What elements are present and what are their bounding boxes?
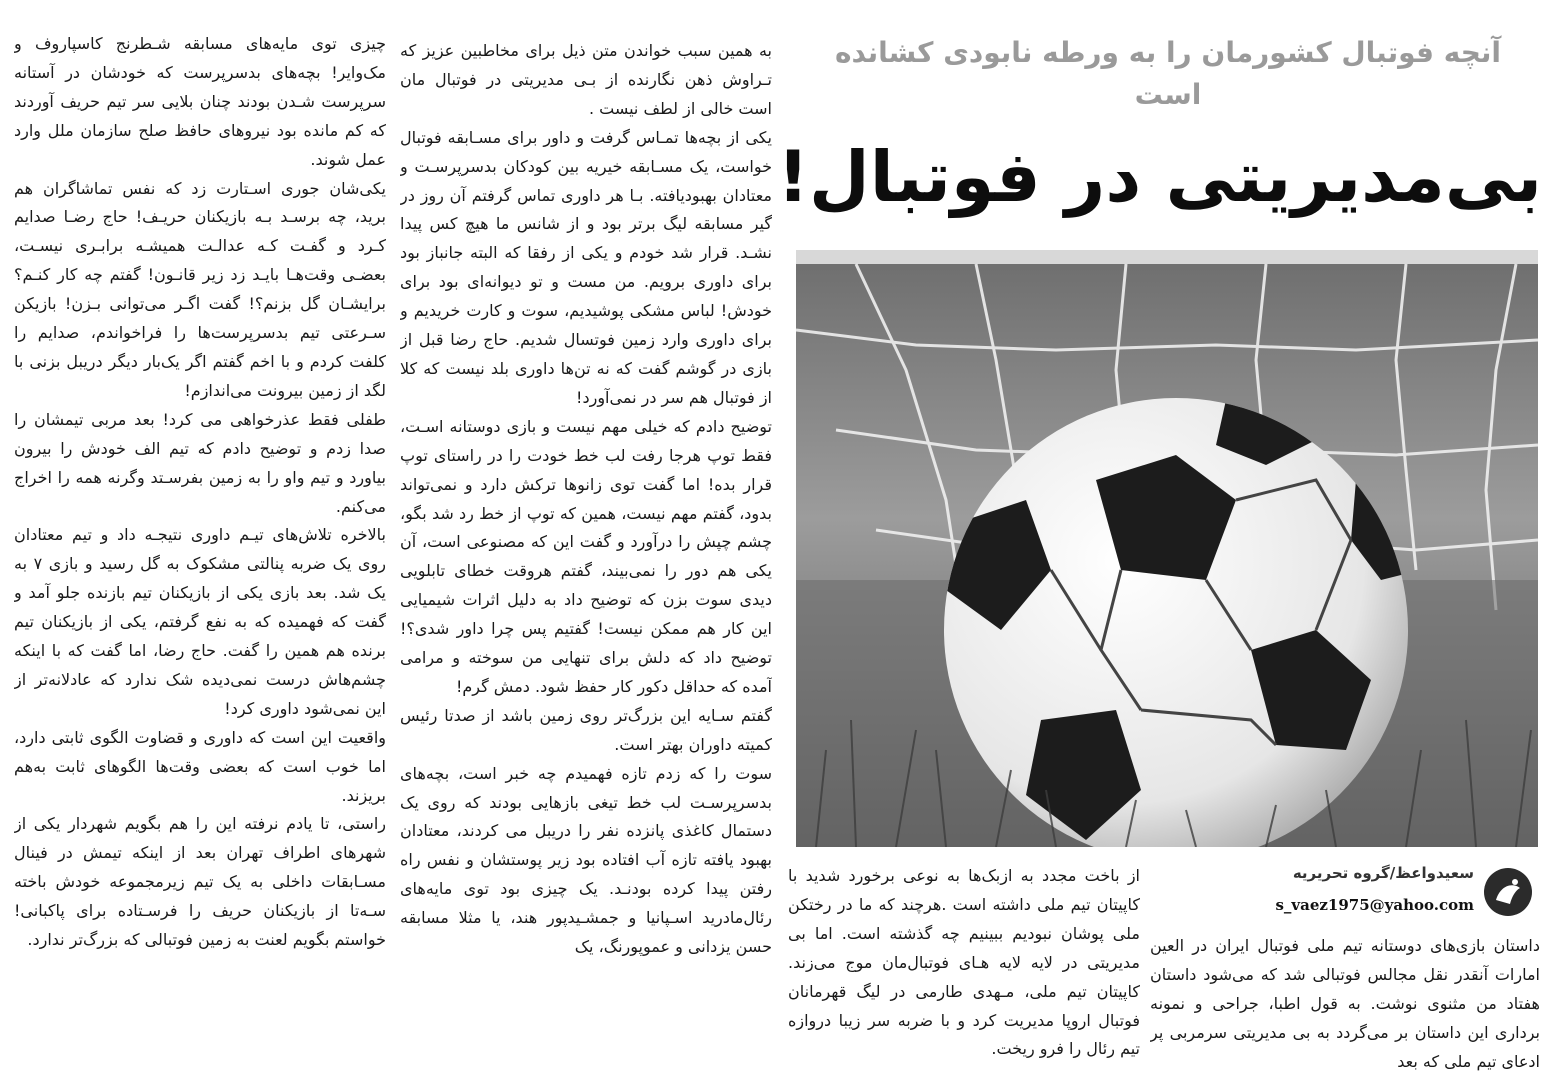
paragraph: داستان بازی‌های دوستانه تیم ملی فوتبال ایران در العین امارات آنقدر نقل مجالس فوتبالی شد که می‌شود داستان هفتاد من مثنوی نوشت. به قول اطبا، جراحی و نمونه برداری این داستان بر می‌گردد به بی مدیریتی سرمربی پر ادعای تیم ملی که بعد [1150, 936, 1540, 1071]
soccer-ball-photo [796, 250, 1538, 847]
author-logo-icon [1482, 866, 1534, 918]
article-column-center-bottom [788, 862, 1140, 1086]
article-column-middle [400, 37, 772, 1085]
article-column-right [1150, 932, 1540, 1084]
paragraph: یکی‌شان جوری اسـتارت زد که نفس تماشاگران هم برید، چه برسـد بـه بازیکنان حریـف! حاج رضـا صدایم کـرد و گفـت کـه عدالـت همیشـه برابـری نیسـت، بعضـی وقت‌هـا بایـد زد زیر قانـون! گفتم چه کار کنـم؟ برایشـان گل بزنم؟! گفت اگـر می‌توانی بـزن! بازیکن سـرعتی تیم بدسرپرست‌ها را فراخواندم، صدایم را کلفت کردم و با اخم گفتم اگر یک‌بار دیگر دریبل بزنی با لگد از زمین بیرونت می‌اندازم! [14, 178, 386, 400]
paragraph: چیزی توی مایه‌های مسابقه شـطرنج کاسپاروف و مک‌وایر! بچه‌های بدسرپرست که خودشان در آستانه سرپرست شـدن بودند چنان بلایی سر تیم حریف آوردند که کم مانده بود نیروهای حافظ صلح سازمان ملل وارد عمل شوند. [14, 34, 386, 169]
article-column-left [14, 30, 386, 1085]
paragraph: سوت را که زدم تازه فهمیدم چه خبر است، بچه‌های بدسرپرسـت لب خط تیغی بازهایی بودند که روی یک دستمال کاغذی پانزده نفر را دریبل می کردند، معتادان بهبود یافته تازه آب افتاده بود زیر پوستشان و نفس راه رفتن پیدا کرده بودنـد. یک چیزی بود توی مایه‌های رئال‌مادرید اسـپانیا و جمشـیدپور هند، یا مثلا مسابقه حسن یزدانی و عموپورنگ، یک [400, 763, 772, 957]
paragraph: بالاخره تلاش‌های تیـم داوری نتیجـه داد و تیم معتادان روی یک ضربه پنالتی مشکوک به گل رسید و بازی ۷ به یک شد. بعد بازی یکی از بازیکنان تیم بازنده جلو آمد و گفت که فهمیده که به نفع گرفتم، یکی از بازیکنان تیم برنده هم همین را گفت. حاج رضا، اما گفت که با اینکه چشم‌هاش درست نمی‌دیده شک ندارد که عادلانه‌تر از این نمی‌شود داوری کرد! [14, 525, 386, 718]
paragraph: توضیح دادم که خیلی مهم نیست و بازی دوستانه اسـت، فقط توپ هرجا رفت لب خط خودت را در راستای توپ قرار بده! اما گفت توی زانوها ترکش دارد و نمی‌تواند بدود، گفتم مهم نیست، همین که توپ از خط رد شد بگو، چشم چپش را درآورد و گفت این که مصنوعی است، آن یکی هم دور را نمی‌بیند، گفتم هروقت خطای تابلویی دیدی سوت بزن که توضیح داد به دلیل اثرات شیمیایی این کار هم ممکن نیست! گفتیم پس چرا داور شدی؟! توضیح داد که دلش برای تنهایی من سوخته و مرامی آمده که حداقل دکور کار حفظ شود. دمش گرم! [400, 416, 772, 696]
paragraph: واقعیت این است که داوری و قضاوت الگوی ثابتی دارد، اما خوب است که بعضی وقت‌ها الگوهای ثابت به‌هم بریزند. [14, 727, 386, 805]
byline-author: سعیدواعظ/گروه تحریریه [1292, 864, 1474, 882]
article-headline: بی‌مدیریتی در فوتبال! [777, 136, 1542, 218]
paragraph: طفلی فقط عذرخواهی می کرد! بعد مربی تیمشان را صدا زدم و توضیح دادم که تیم الف خودش را بیرون بیاورد و تیم واو را به زمین بفرسـتد وگرنه همه را اخراج می‌کنم. [14, 409, 386, 516]
paragraph: یکی از بچه‌ها تمـاس گرفت و داور برای مسـابقه فوتبال خواست، یک مسـابقه خیریه بین کودکان بدسرپرسـت و معتادان بهبودیافته. بـا هر داوری تماس گرفتم آن روز در گیر مسابقه لیگ برتر بود و از شانس ما هیچ کس پیدا نشـد. قرار شد خودم و یکی از رفقا که البته جانباز بود برای داوری برویم. من مست و تو دیوانه‌ای بود برای خودش! لباس مشکی پوشیدیم، سوت و کارت خریدیم و برای داوری وارد زمین فوتسال شدیم. حاج رضا قبل از بازی در گوشم گفت که نه تن‌ها داوری بلد نیست که کلا از فوتبال هم سر در نمی‌آورد! [400, 127, 772, 407]
paragraph: به همین سبب خواندن متن ذیل برای مخاطبین عزیز که تـراوش ذهن نگارنده از بـی مدیریتی در فوتبال مان است خالی از لطف نیست . [400, 41, 772, 118]
paragraph: راستی، تا یادم نرفته این را هم بگویم شهردار یکی از شهرهای اطراف تهران بعد از اینکه تیمش در فینال مسـابقات داخلی به یک تیم زیرمجموعه خودش باخته سـه‌تا از بازیکنان حریف را فرسـتاده برای پاکبانی! خواستم بگویم لعنت به زمین فوتبالی که بزرگ‌تر ندارد. [14, 814, 386, 950]
byline-email: s_vaez1975@yahoo.com [1275, 896, 1474, 914]
article-kicker: آنچه فوتبال کشورمان را به ورطه نابودی کشانده است [834, 36, 1502, 111]
paragraph: از باخت مجدد به ازبک‌ها به نوعی برخورد شدید با کاپیتان تیم ملی داشته است .هرچند که ما در رختکن ملی پوشان نبودیم ببینیم چه گذشته است. اما بی مدیریتی در لایه لایه هـای فوتبال‌مان موج می‌زند. کاپیتان تیم ملی، مـهدی طارمی در لیگ قهرمانان فوتبال اروپا مدیریت کرد و با ضربه سر زیبا دروازه تیم رئال را فرو ریخت. [788, 866, 1140, 1059]
paragraph: گفتم سـایه این بزرگ‌تر روی زمین باشد از صدتا رئیس کمیته داوران بهتر است. [400, 705, 772, 754]
